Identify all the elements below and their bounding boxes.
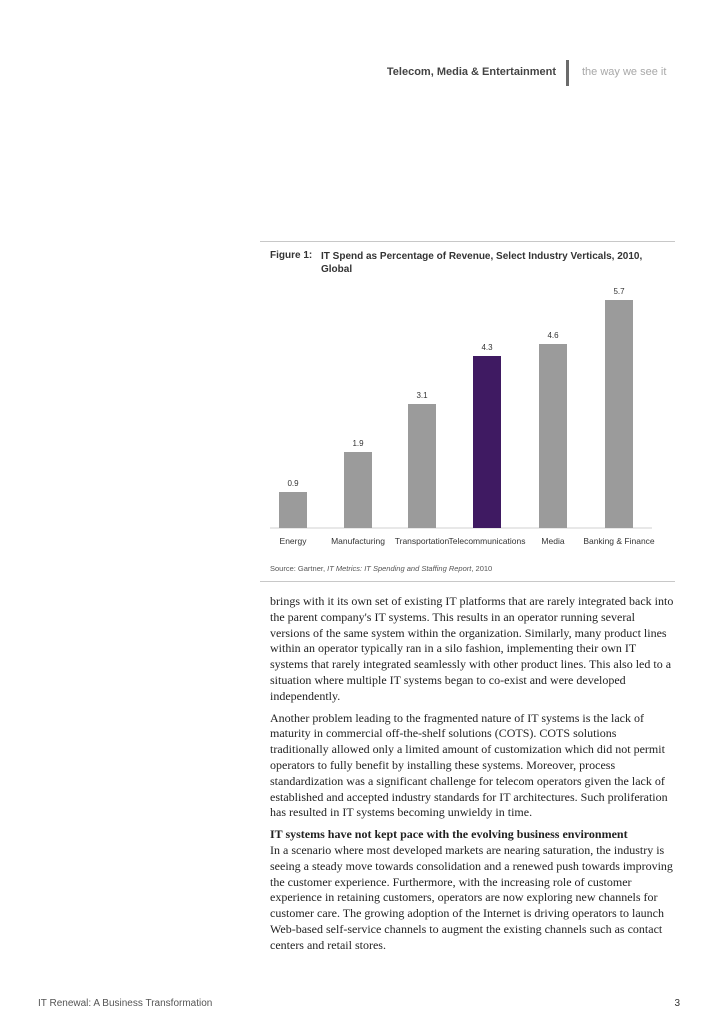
- category-label: Manufacturing: [331, 536, 385, 546]
- page-number: 3: [674, 998, 680, 1009]
- body-section: [270, 827, 675, 953]
- category-label: Banking & Finance: [583, 536, 655, 546]
- figure-title: IT Spend as Percentage of Revenue, Select Industry Verticals, 2010, Global: [321, 251, 643, 275]
- body-paragraph-2: Another problem leading to the fragmented nature of IT systems is the lack of maturity in commercial off-the-shelf solutions (COTS). COTS solutions traditionally allowed only a limited amount of customization which did not permit operators to fully benefit by installing these systems. Moreover, process standardization was a significant challenge for telecom operators given the lack of established and accepted industry standards for IT architectures. Such proliferation has resulted in IT systems becoming unwieldy in time.: [270, 710, 668, 820]
- category-label: Telecommunications: [448, 536, 526, 546]
- bar-banking-finance: [605, 300, 633, 528]
- body-paragraph-1: brings with it its own set of existing IT platforms that are rarely integrated back into the parent company's IT systems. This results in an operator running several versions of the same system within the organization. Similarly, many product lines within an operator typically ran in a silo fashion, implementing their own IT systems that rarely integrated seamlessly with other product lines. This also led to a situation where multiple IT systems began to co-exist and were developed independently.: [270, 594, 674, 703]
- bar-value-label: 4.3: [481, 343, 493, 352]
- bar-value-label: 1.9: [352, 439, 364, 448]
- bar-value-label: 4.6: [547, 331, 559, 340]
- figure-label: Figure 1:: [270, 250, 313, 261]
- category-label: Transportation: [394, 536, 450, 546]
- category-label: Energy: [279, 536, 307, 546]
- bar-telecommunications: [473, 356, 501, 528]
- figure-top-rule: [260, 241, 675, 242]
- bar-energy: [279, 492, 307, 528]
- figure-bottom-rule: [260, 581, 675, 582]
- bar-transportation: [408, 404, 436, 528]
- bar-media: [539, 344, 567, 528]
- source-title: IT Metrics: IT Spending and Staffing Report: [327, 564, 472, 573]
- header-section-title: Telecom, Media & Entertainment: [386, 66, 556, 78]
- source-suffix: , 2010: [471, 564, 493, 573]
- bar-value-label: 5.7: [613, 287, 625, 296]
- source-prefix: Source: Gartner,: [270, 564, 328, 573]
- section-subhead: IT systems have not kept pace with the evolving business environment: [270, 827, 628, 842]
- footer-title: IT Renewal: A Business Transformation: [38, 998, 213, 1009]
- bar-value-label: 3.1: [416, 391, 428, 400]
- chart-bars: [279, 287, 655, 546]
- category-label: Media: [541, 536, 565, 546]
- header-divider: [566, 60, 569, 86]
- bar-manufacturing: [344, 452, 372, 528]
- body-paragraph-3: In a scenario where most developed markets are nearing saturation, the industry is seeing a steady move towards consolidation and a renewed push towards improving the customer experience. Furthermore, with the increasing role of customer experience in retaining customers, operators are now exploring new channels for customer care. The growing adoption of the Internet is driving operators to launch Web-based self-service channels to augment the existing channels such as contact centers and retail stores.: [270, 842, 673, 952]
- bar-value-label: 0.9: [287, 479, 299, 488]
- body-text: [270, 594, 675, 960]
- bar-chart: [260, 282, 675, 554]
- header-tagline: the way we see it: [582, 66, 667, 78]
- figure-source: [270, 564, 492, 573]
